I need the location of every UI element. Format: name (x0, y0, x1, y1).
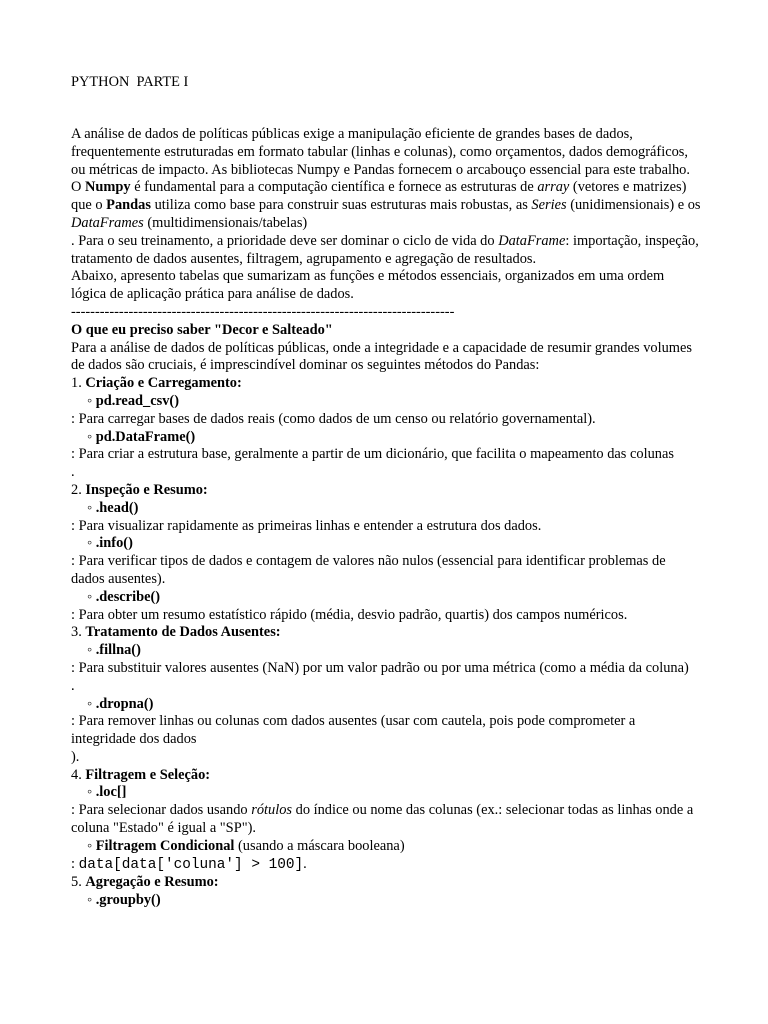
method-name: pd.DataFrame() (95, 428, 196, 445)
pandas-term: Pandas (106, 197, 151, 214)
method-description (71, 802, 701, 838)
method-name: Filtragem Condicional (95, 837, 235, 854)
intro-text-1: A análise de dados de políticas públicas exige a manipulação eficiente de grandes bases de dados, frequentemente estruturadas em formato tabular (linhas e colunas), como orçamentos, dados demográficos, ou métricas de impacto. As bibliotecas Numpy e Pandas fornecem o arcabouço essencial para este trabalho. O (71, 126, 690, 196)
intro-text-2: é fundamental para a computação científica e fornece as estruturas de (130, 179, 538, 196)
intro-paragraph (71, 126, 701, 233)
bullet-icon: ◦ (87, 499, 96, 516)
code-snippet: data[data['coluna'] > 100] (78, 856, 304, 873)
method-description: : Para substituir valores ausentes (NaN) por um valor padrão ou por uma métrica (como a média da coluna) (71, 659, 689, 676)
method-description: : Para verificar tipos de dados e contagem de valores não nulos (essencial para identificar problemas de dados ausentes). (71, 553, 666, 587)
bullet-icon: ◦ (87, 784, 96, 801)
method-name: .head() (95, 499, 139, 516)
filtro-note: (usando a máscara booleana) (234, 837, 405, 854)
list-item (71, 500, 701, 518)
filtro-prefix: : (71, 855, 79, 872)
section-3-number: 3. (71, 624, 86, 641)
section-2-heading (71, 482, 701, 500)
bullet-icon: ◦ (87, 535, 96, 552)
section-intro: Para a análise de dados de políticas públicas, onde a integridade e a capacidade de resumir grandes volumes de dados são cruciais, é imprescindível dominar os seguintes métodos do Pandas: (71, 339, 692, 374)
section-1-heading (71, 375, 701, 393)
series-term: Series (531, 197, 567, 214)
section-4-title: Filtragem e Seleção: (85, 766, 211, 783)
method-name: .fillna() (95, 642, 141, 659)
section-2 (71, 482, 701, 624)
intro-text-3: (vetores e matrizes) que o (71, 179, 687, 214)
section-5-heading (71, 874, 701, 892)
section-1 (71, 375, 701, 482)
dataframe-term: DataFrame (498, 232, 566, 249)
dashed-divider: -------------------------------------------------------------------------------- (71, 303, 455, 320)
method-description: : Para criar a estrutura base, geralmente a partir de um dicionário, que facilita o mapeamento das colunas (71, 446, 674, 463)
bullet-icon: ◦ (87, 892, 96, 909)
section-4-heading (71, 767, 701, 785)
section-2-number: 2. (71, 481, 86, 498)
section-3-heading (71, 624, 701, 642)
document-body (71, 126, 701, 910)
numpy-term: Numpy (85, 179, 131, 196)
method-name: pd.read_csv() (95, 392, 179, 409)
section-heading: O que eu preciso saber "Decor e Salteado" (71, 321, 333, 338)
training-text-2: : importação, inspeção, tratamento de dados ausentes, filtragem, agrupamento e agregação de resultados. (71, 232, 699, 267)
method-name: .info() (95, 535, 133, 552)
bullet-icon: ◦ (87, 695, 96, 712)
method-description: : Para remover linhas ou colunas com dados ausentes (usar com cautela, pois pode comprometer a integridade dos dados (71, 713, 636, 748)
method-description: : Para visualizar rapidamente as primeiras linhas e entender a estrutura dos dados. (71, 517, 542, 534)
training-paragraph (71, 233, 701, 269)
list-item (71, 589, 701, 607)
array-term: array (537, 179, 570, 196)
section-4 (71, 767, 701, 875)
section-1-number: 1. (71, 375, 86, 392)
intro-text-5: (unidimensionais) e os (566, 197, 701, 214)
bullet-icon: ◦ (87, 588, 96, 605)
loc-desc-1: : Para selecionar dados usando (71, 802, 252, 819)
list-item (71, 429, 701, 447)
list-item (71, 892, 701, 910)
section-3 (71, 624, 701, 766)
bullet-icon: ◦ (87, 392, 96, 409)
list-item (71, 838, 701, 856)
bullet-icon: ◦ (87, 428, 96, 445)
section-2-title: Inspeção e Resumo: (85, 481, 208, 498)
intro-text-6: (multidimensionais/tabelas) (143, 214, 308, 231)
section-5-title: Agregação e Resumo: (85, 874, 219, 891)
trailing-punctuation: . (71, 677, 75, 694)
list-item (71, 535, 701, 553)
dataframes-term: DataFrames (71, 214, 144, 231)
rotulos-term: rótulos (251, 802, 293, 819)
method-description: : Para carregar bases de dados reais (como dados de um censo ou relatório governamental). (71, 410, 596, 427)
method-name: .groupby() (95, 892, 161, 909)
document-title: PYTHON PARTE I (71, 74, 189, 90)
method-name: .describe() (95, 588, 161, 605)
method-name: .dropna() (95, 695, 154, 712)
list-item (71, 696, 701, 714)
loc-desc-2: do índice ou nome das colunas (ex.: selecionar todas as linhas onde a coluna "Estado" é igual a "SP"). (71, 802, 694, 837)
section-1-title: Criação e Carregamento: (85, 375, 242, 392)
list-item (71, 642, 701, 660)
list-item (71, 784, 701, 802)
bullet-icon: ◦ (87, 642, 96, 659)
section-5-number: 5. (71, 874, 86, 891)
method-description: : Para obter um resumo estatístico rápido (média, desvio padrão, quartis) dos campos numéricos. (71, 606, 628, 623)
summary-paragraph: Abaixo, apresento tabelas que sumarizam as funções e métodos essenciais, organizados em uma ordem lógica de aplicação prática para análise de dados. (71, 268, 665, 303)
method-name: .loc[] (95, 784, 127, 801)
trailing-punctuation: ). (71, 748, 80, 765)
method-description (71, 856, 701, 875)
section-3-title: Tratamento de Dados Ausentes: (85, 624, 281, 641)
section-5 (71, 874, 701, 910)
section-4-number: 4. (71, 766, 86, 783)
bullet-icon: ◦ (87, 837, 96, 854)
list-item (71, 393, 701, 411)
intro-text-4: utiliza como base para construir suas estruturas mais robustas, as (150, 197, 532, 214)
training-text-1: . Para o seu treinamento, a prioridade deve ser dominar o ciclo de vida do (71, 232, 499, 249)
trailing-punctuation: . (71, 464, 75, 481)
filtro-suffix: . (303, 855, 307, 872)
